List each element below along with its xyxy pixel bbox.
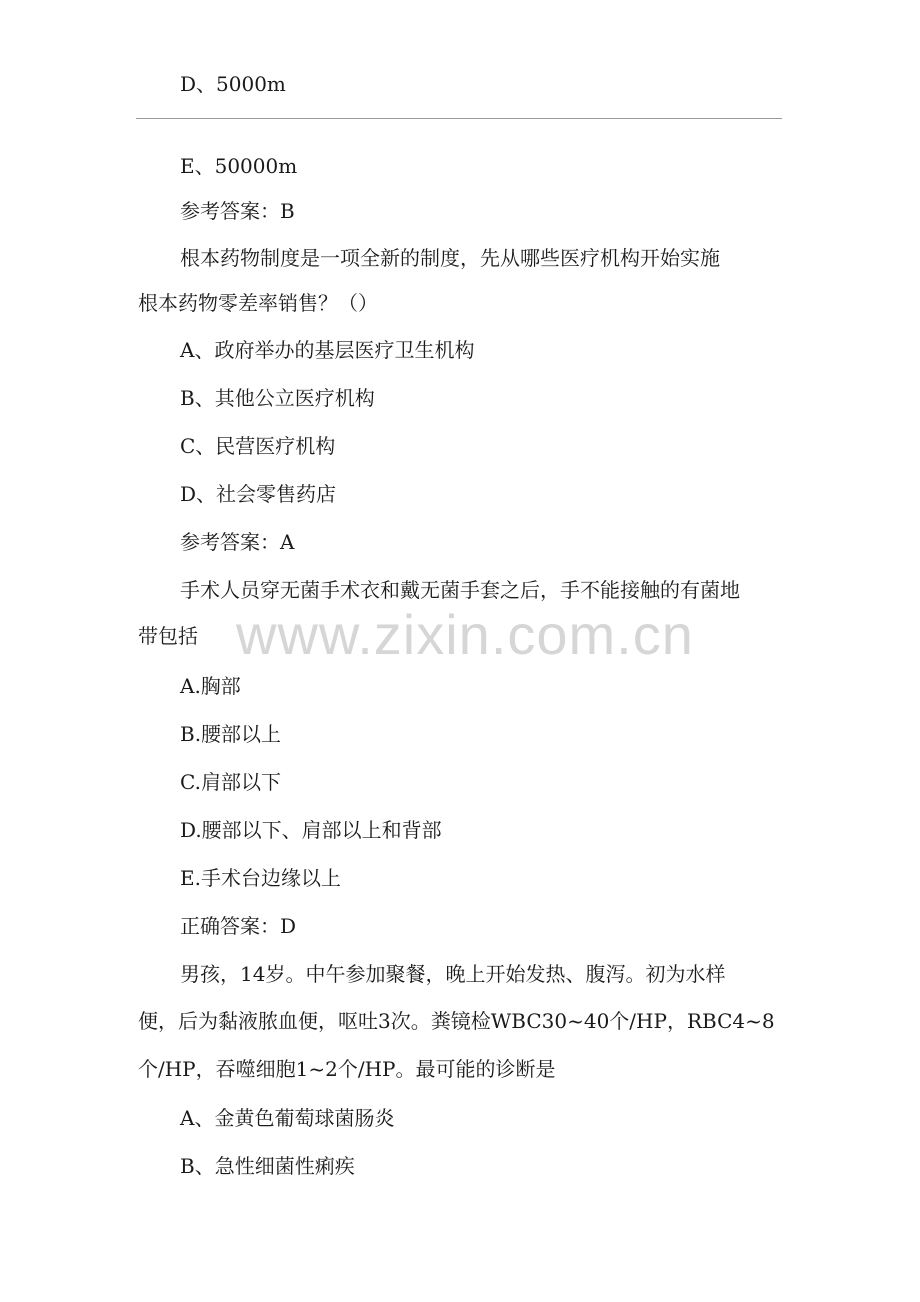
question-3-option-d: D.腰部以下、肩部以上和背部: [180, 818, 442, 842]
question-3-option-b: B.腰部以上: [180, 722, 282, 746]
question-4-option-a: A、金黄色葡萄球菌肠炎: [180, 1106, 395, 1130]
question-2-option-a: A、政府举办的基层医疗卫生机构: [180, 338, 475, 362]
question-2-line-2: 根本药物零差率销售？（）: [138, 291, 378, 315]
watermark-text: www.zixin.com.cn: [236, 603, 694, 666]
question-3-option-e: E.手术台边缘以上: [180, 866, 341, 890]
question-4-line-3: 个/HP，吞噬细胞1~2个/HP。最可能的诊断是: [138, 1057, 556, 1081]
question-2-line-1: 根本药物制度是一项全新的制度，先从哪些医疗机构开始实施: [180, 246, 720, 270]
question-3-option-a: A.胸部: [180, 674, 241, 698]
question-2-option-d: D、社会零售药店: [180, 482, 337, 506]
answer-line-1: 参考答案：B: [180, 199, 295, 223]
question-3-option-c: C.肩部以下: [180, 770, 281, 794]
answer-line-2: 参考答案：A: [180, 530, 295, 554]
question-2-option-c: C、民营医疗机构: [180, 434, 336, 458]
option-d-distance: D、5000m: [180, 72, 286, 96]
option-e-distance: E、50000m: [180, 154, 298, 178]
question-4-line-2: 便，后为黏液脓血便，呕吐3次。粪镜检WBC30~40个/HP，RBC4~8: [138, 1009, 775, 1033]
answer-line-3: 正确答案：D: [180, 914, 297, 938]
question-4-option-b: B、急性细菌性痢疾: [180, 1154, 355, 1178]
question-3-line-1: 手术人员穿无菌手术衣和戴无菌手套之后，手不能接触的有菌地: [180, 578, 740, 602]
question-4-line-1: 男孩，14岁。中午参加聚餐，晚上开始发热、腹泻。初为水样: [180, 962, 726, 986]
horizontal-divider: [136, 118, 782, 119]
question-3-line-2: 带包括: [138, 624, 198, 648]
question-2-option-b: B、其他公立医疗机构: [180, 386, 375, 410]
